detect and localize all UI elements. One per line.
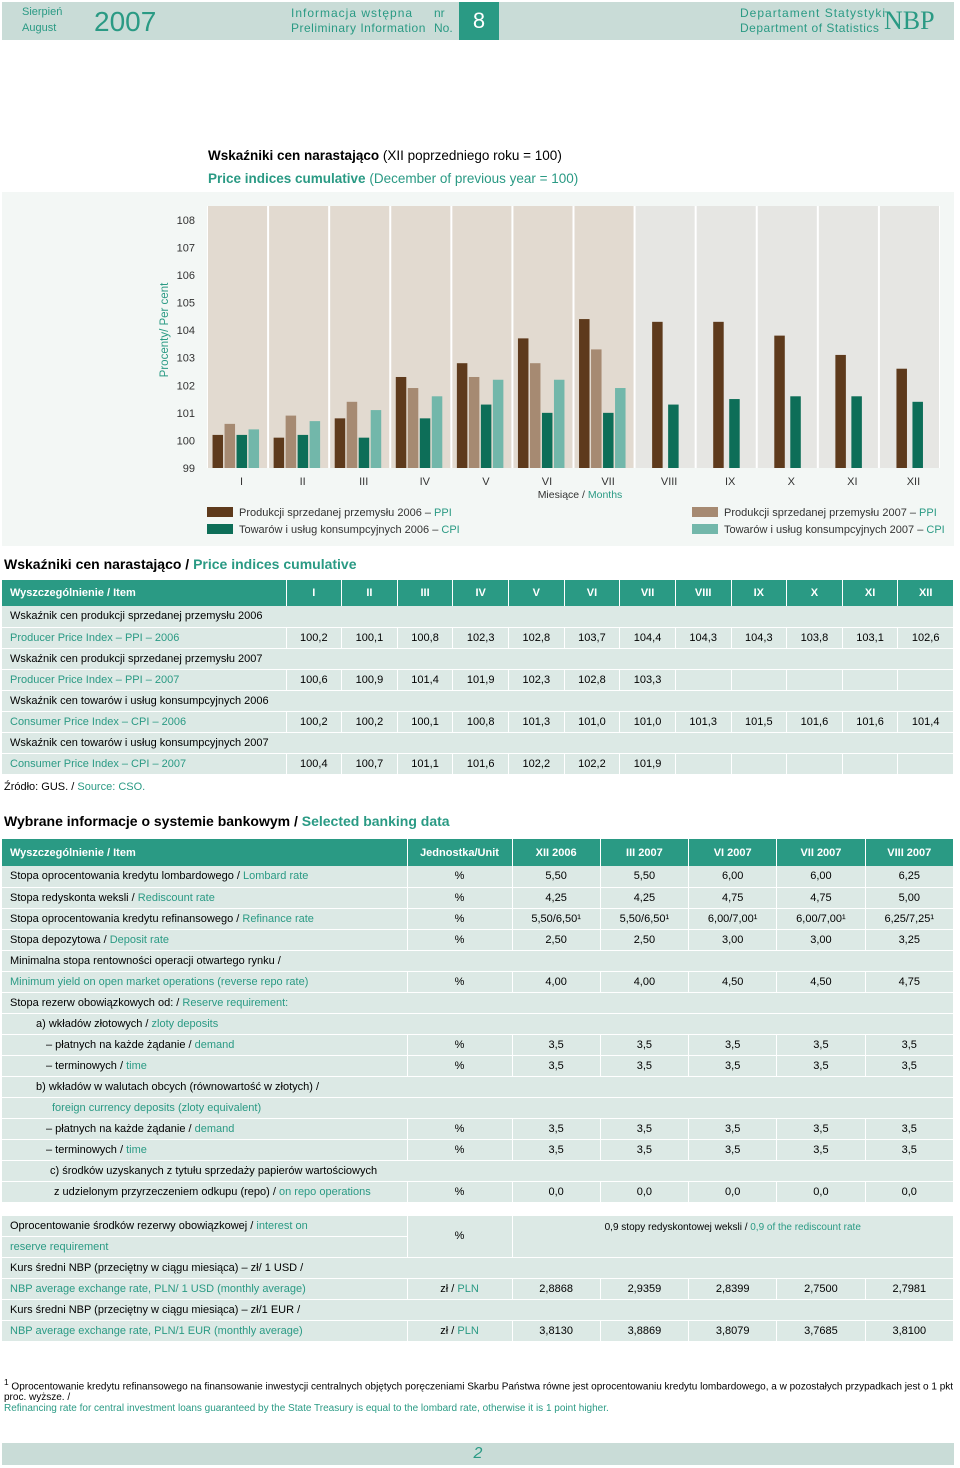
table-cell: 2,50 [512, 929, 600, 950]
table-cell: 2,8399 [689, 1278, 777, 1299]
y-axis-label: Procenty/ Per cent [159, 282, 171, 378]
table-cell: 4,25 [512, 887, 600, 908]
y-tick-label: 107 [176, 242, 195, 255]
unit-cell: % [407, 1181, 512, 1202]
table-cell: 102,2 [509, 753, 565, 774]
bar-VIII-s0 [652, 322, 663, 468]
plot-column [208, 206, 267, 468]
col-month: XII [898, 580, 954, 606]
page-number: 2 [2, 1443, 954, 1465]
legend-label: Towarów i usług konsumpcyjnych 2007 – CPI [724, 524, 945, 536]
table-cell: 102,2 [564, 753, 620, 774]
x-tick-label: I [240, 476, 244, 488]
table-cell [842, 753, 898, 774]
table-cell: 103,3 [620, 669, 676, 690]
table-cell [898, 753, 954, 774]
unit-cell: % [407, 1055, 512, 1076]
row-label-pl: Oprocentowanie środków rezerwy obowiązkowej / interest on [2, 1215, 407, 1236]
bar-I-s2 [237, 435, 248, 468]
table-cell: 2,7500 [777, 1278, 865, 1299]
y-tick-label: 101 [176, 407, 195, 420]
footnote: $^1$ Oprocentowanie kredytu refinansowego na finansowanie inwestycji centralnych objętych poręczeniami Skarbu Państwa równe jest oprocentowaniu kredytu lombardowego, a w pozostałych przypadkach jest o 1 pkt proc. wyższe. / Refinancing rate for central investment loans guaranteed by the State Treasury is equal to the lombard rate, otherwise it is 1 point higher. [4, 1377, 954, 1415]
table-cell [731, 753, 787, 774]
col-month: IV [453, 580, 509, 606]
table-cell: 0,0 [777, 1181, 865, 1202]
table-cell: 5,50 [600, 866, 688, 887]
bar-V-s3 [493, 380, 504, 468]
unit-cell: % [407, 1118, 512, 1139]
unit-cell: % [407, 1139, 512, 1160]
row-label-pl: Wskaźnik cen produkcji sprzedanej przemysłu 2006 [2, 606, 954, 627]
chart-title-pl: Wskaźniki cen narastająco (XII poprzedniego roku = 100) [208, 148, 562, 163]
nr-en: No. [434, 21, 453, 35]
info-pl: Informacja wstępna [291, 6, 414, 20]
y-tick-label: 106 [176, 269, 195, 282]
table-row [2, 1034, 954, 1055]
table-row [2, 1076, 954, 1097]
table-cell: 4,75 [689, 887, 777, 908]
price-table-title: Wskaźniki cen narastająco / Price indices cumulative [4, 556, 357, 572]
table-cell: 4,00 [512, 971, 600, 992]
bar-VII-s3 [615, 388, 626, 468]
row-label-en: Consumer Price Index – CPI – 2006 [2, 711, 286, 732]
x-tick-label: VII [601, 476, 615, 488]
plot-column [758, 206, 817, 468]
plot-column [636, 206, 695, 468]
table-row [2, 732, 954, 753]
table-cell: 3,5 [512, 1034, 600, 1055]
unit-cell: % [407, 887, 512, 908]
legend-swatch [692, 507, 718, 517]
issue-number: 8 [459, 2, 499, 40]
row-label-pl: Kurs średni NBP (przeciętny w ciągu miesiąca) – zł/ 1 USD / [2, 1257, 954, 1278]
y-tick-label: 103 [176, 352, 195, 365]
table-cell [787, 753, 843, 774]
price-index-table [2, 580, 954, 775]
dept-en: Department of Statistics [740, 21, 880, 35]
table-cell: 104,3 [731, 627, 787, 648]
price-index-chart [0, 0, 960, 560]
bar-III-s3 [371, 410, 382, 468]
bar-VII-s2 [603, 413, 614, 468]
col-month: III [397, 580, 453, 606]
table-row [2, 1257, 954, 1278]
nbp-logo: NBP [884, 6, 935, 35]
table-cell: 104,3 [675, 627, 731, 648]
table-row [2, 1118, 954, 1139]
banking-data-table [2, 839, 954, 1342]
bar-IV-s3 [432, 396, 443, 468]
x-tick-label: VI [541, 476, 553, 488]
table-cell: 3,5 [689, 1139, 777, 1160]
table-cell: 102,6 [898, 627, 954, 648]
table-cell [731, 669, 787, 690]
table-row [2, 1055, 954, 1076]
table-cell: 3,5 [512, 1139, 600, 1160]
bar-VIII-s2 [668, 405, 679, 468]
table-cell: 102,3 [453, 627, 509, 648]
table-row [2, 1097, 954, 1118]
col-month: XI [842, 580, 898, 606]
table-cell: 103,1 [842, 627, 898, 648]
dept-pl: Departament Statystyki [740, 6, 887, 20]
info-en: Preliminary Information [291, 21, 426, 35]
table-cell: 100,2 [286, 627, 342, 648]
table-cell: 3,5 [865, 1034, 953, 1055]
bar-VII-s0 [579, 319, 590, 468]
y-tick-label: 108 [176, 214, 195, 227]
bar-VI-s3 [554, 380, 565, 468]
table-row [2, 690, 954, 711]
table-cell: 3,8100 [865, 1320, 953, 1341]
table-cell: 100,2 [286, 711, 342, 732]
table-cell: 6,25/7,25¹ [865, 908, 953, 929]
col-period: XII 2006 [512, 839, 600, 866]
row-label-en: Minimum yield on open market operations (reverse repo rate) [2, 971, 407, 992]
table-cell: 101,1 [397, 753, 453, 774]
table-cell: 0,0 [689, 1181, 777, 1202]
table-cell: 3,5 [600, 1034, 688, 1055]
bar-XI-s2 [851, 396, 862, 468]
x-tick-label: IX [725, 476, 736, 488]
col-period: VIII 2007 [865, 839, 953, 866]
col-period: III 2007 [600, 839, 688, 866]
y-tick-label: 99 [182, 463, 195, 475]
col-period: VII 2007 [777, 839, 865, 866]
table-row [2, 866, 954, 887]
bar-X-s2 [790, 396, 801, 468]
table-cell: 5,50/6,50¹ [512, 908, 600, 929]
table-cell: 100,2 [342, 711, 398, 732]
legend-swatch [692, 524, 718, 534]
col-month: IX [731, 580, 787, 606]
x-axis-label: Miesiące / Months [537, 489, 623, 501]
table-cell: 3,5 [865, 1118, 953, 1139]
table-cell: 101,0 [620, 711, 676, 732]
table-cell: 6,00 [689, 866, 777, 887]
bar-X-s0 [774, 336, 785, 468]
col-month: X [787, 580, 843, 606]
table-cell: 100,1 [342, 627, 398, 648]
x-tick-label: XII [906, 476, 921, 488]
row-label: Stopa depozytowa / Deposit rate [2, 929, 407, 950]
col-month: VIII [675, 580, 731, 606]
bar-V-s2 [481, 405, 492, 468]
table-cell: 104,4 [620, 627, 676, 648]
table-cell: 102,8 [564, 669, 620, 690]
table-cell: 0,0 [512, 1181, 600, 1202]
bar-VI-s2 [542, 413, 553, 468]
table-cell: 5,50 [512, 866, 600, 887]
table-cell: 100,7 [342, 753, 398, 774]
table-row [2, 1139, 954, 1160]
unit-cell: % [407, 971, 512, 992]
table-cell: 100,9 [342, 669, 398, 690]
y-tick-label: 100 [176, 435, 195, 448]
row-label-pl: b) wkładów w walutach obcych (równowartość w złotych) / [2, 1076, 954, 1097]
plot-column [880, 206, 939, 468]
row-label-en: NBP average exchange rate, PLN/1 EUR (monthly average) [2, 1320, 407, 1341]
row-label-pl: c) środków uzyskanych z tytułu sprzedaży papierów wartościowych [2, 1160, 954, 1181]
unit-cell: zł / PLN [407, 1278, 512, 1299]
row-label: Stopa redyskonta weksli / Rediscount rate [2, 887, 407, 908]
bar-IV-s2 [420, 418, 431, 468]
table-cell: 3,5 [777, 1118, 865, 1139]
row-label-en: reserve requirement [2, 1236, 407, 1257]
table-cell: 2,8868 [512, 1278, 600, 1299]
row-label-en: NBP average exchange rate, PLN/ 1 USD (monthly average) [2, 1278, 407, 1299]
table-cell: 100,8 [397, 627, 453, 648]
bar-I-s3 [249, 429, 260, 468]
table-cell: 101,3 [675, 711, 731, 732]
bar-II-s1 [286, 416, 297, 468]
col-month: VI [564, 580, 620, 606]
table-cell: 101,3 [509, 711, 565, 732]
table-cell: 4,50 [777, 971, 865, 992]
bar-VII-s1 [591, 349, 602, 468]
table-cell: 3,8079 [689, 1320, 777, 1341]
bar-VI-s1 [530, 363, 541, 468]
nr-pl: nr [434, 6, 445, 20]
note-cell: 0,9 stopy redyskontowej weksli / 0,9 of the rediscount rate [512, 1215, 954, 1257]
row-label: – terminowych / time [2, 1055, 407, 1076]
table-cell: 3,5 [600, 1055, 688, 1076]
table-row [2, 1320, 954, 1341]
table-cell: 3,5 [689, 1055, 777, 1076]
col-month: I [286, 580, 342, 606]
bar-II-s0 [274, 438, 285, 468]
table-cell: 100,6 [286, 669, 342, 690]
bar-XII-s2 [912, 402, 923, 468]
table-row [2, 1278, 954, 1299]
table-cell: 4,00 [600, 971, 688, 992]
table-row [2, 1299, 954, 1320]
table-cell: 101,4 [898, 711, 954, 732]
table-row [2, 1215, 954, 1236]
table-cell: 6,00/7,00¹ [689, 908, 777, 929]
table-cell: 4,25 [600, 887, 688, 908]
legend-swatch [207, 524, 233, 534]
table-row [2, 929, 954, 950]
row-label-pl: Minimalna stopa rentowności operacji otwartego rynku / [2, 950, 954, 971]
table-cell: 3,5 [512, 1055, 600, 1076]
table-cell: 100,1 [397, 711, 453, 732]
x-tick-label: VIII [660, 476, 678, 488]
table-cell: 3,8130 [512, 1320, 600, 1341]
table-row [2, 648, 954, 669]
row-label-en: foreign currency deposits (zloty equivalent) [2, 1097, 954, 1118]
x-tick-label: IV [419, 476, 430, 488]
table-cell: 3,8869 [600, 1320, 688, 1341]
table-cell: 3,5 [777, 1139, 865, 1160]
table-cell: 4,75 [777, 887, 865, 908]
unit-cell: % [407, 908, 512, 929]
row-label: a) wkładów złotowych / zloty deposits [2, 1013, 954, 1034]
table-cell: 4,50 [689, 971, 777, 992]
col-month: V [509, 580, 565, 606]
table-cell [898, 669, 954, 690]
col-item: Wyszczególnienie / Item [2, 839, 407, 866]
table-cell: 5,50/6,50¹ [600, 908, 688, 929]
bar-IV-s0 [396, 377, 407, 468]
year: 2007 [94, 6, 157, 37]
table-cell: 102,8 [509, 627, 565, 648]
bar-IX-s0 [713, 322, 724, 468]
col-unit: Jednostka/Unit [407, 839, 512, 866]
table-cell: 3,00 [689, 929, 777, 950]
row-label-en: z udzielonym przyrzeczeniem odkupu (repo) / on repo operations [2, 1181, 407, 1202]
x-tick-label: III [359, 476, 369, 488]
row-label: – terminowych / time [2, 1139, 407, 1160]
table-row [2, 992, 954, 1013]
row-label-pl: Kurs średni NBP (przeciętny w ciągu miesiąca) – zł/1 EUR / [2, 1299, 954, 1320]
table-cell [675, 669, 731, 690]
col-month: VII [620, 580, 676, 606]
row-label-en: Producer Price Index – PPI – 2007 [2, 669, 286, 690]
legend-label: Produkcji sprzedanej przemysłu 2007 – PPI [724, 507, 937, 519]
row-label-pl: Wskaźnik cen towarów i usług konsumpcyjnych 2006 [2, 690, 954, 711]
table-cell: 102,3 [509, 669, 565, 690]
row-label: Stopa oprocentowania kredytu refinansowego / Refinance rate [2, 908, 407, 929]
legend-label: Towarów i usług konsumpcyjnych 2006 – CPI [239, 524, 460, 536]
table-cell: 3,5 [689, 1034, 777, 1055]
table-cell: 0,0 [600, 1181, 688, 1202]
table-cell: 6,25 [865, 866, 953, 887]
legend-swatch [207, 507, 233, 517]
table-cell: 101,5 [731, 711, 787, 732]
table-cell: 6,00 [777, 866, 865, 887]
chart-title-en: Price indices cumulative (December of previous year = 100) [208, 171, 579, 186]
table-cell: 100,8 [453, 711, 509, 732]
table-cell: 100,4 [286, 753, 342, 774]
unit-cell: % [407, 1215, 512, 1257]
y-tick-label: 104 [176, 325, 195, 338]
table-cell: 2,9359 [600, 1278, 688, 1299]
row-label-pl: Wskaźnik cen produkcji sprzedanej przemysłu 2007 [2, 648, 954, 669]
table-row [2, 887, 954, 908]
table-row [2, 1013, 954, 1034]
col-period: VI 2007 [689, 839, 777, 866]
table-cell: 3,5 [777, 1055, 865, 1076]
table-cell: 5,00 [865, 887, 953, 908]
table-cell: 101,6 [453, 753, 509, 774]
table-cell: 103,8 [787, 627, 843, 648]
table-cell: 3,5 [777, 1034, 865, 1055]
table-cell: 0,0 [865, 1181, 953, 1202]
unit-cell: % [407, 929, 512, 950]
bar-III-s0 [335, 418, 346, 468]
row-label: – płatnych na każde żądanie / demand [2, 1118, 407, 1139]
row-label: Stopa oprocentowania kredytu lombardowego / Lombard rate [2, 866, 407, 887]
table-row [2, 908, 954, 929]
source-note: Źródło: GUS. / Source: CSO. [4, 781, 146, 793]
row-label-en: Consumer Price Index – CPI – 2007 [2, 753, 286, 774]
table-row [2, 669, 954, 690]
table-row [2, 711, 954, 732]
row-label: – płatnych na każde żądanie / demand [2, 1034, 407, 1055]
table-row [2, 971, 954, 992]
table-cell: 3,5 [600, 1118, 688, 1139]
table-cell: 101,6 [842, 711, 898, 732]
y-tick-label: 102 [176, 380, 195, 393]
bar-III-s2 [359, 438, 370, 468]
bar-XII-s0 [896, 369, 907, 468]
bar-V-s0 [457, 363, 468, 468]
month-pl: Sierpień [22, 6, 63, 18]
table-cell: 3,00 [777, 929, 865, 950]
table-cell: 101,6 [787, 711, 843, 732]
table-cell [842, 669, 898, 690]
table-cell: 3,5 [865, 1055, 953, 1076]
table-cell: 2,50 [600, 929, 688, 950]
x-tick-label: II [299, 476, 306, 488]
bar-IX-s2 [729, 399, 740, 468]
bar-VI-s0 [518, 338, 529, 468]
table-row [2, 606, 954, 627]
table-row [2, 950, 954, 971]
table-cell: 6,00/7,00¹ [777, 908, 865, 929]
table-cell: 101,9 [620, 753, 676, 774]
bar-XI-s0 [835, 355, 846, 468]
bar-I-s1 [225, 424, 236, 468]
table-cell: 3,5 [689, 1118, 777, 1139]
table-cell: 3,5 [865, 1139, 953, 1160]
bar-IV-s1 [408, 388, 419, 468]
bar-I-s0 [213, 435, 224, 468]
table-cell: 3,5 [512, 1118, 600, 1139]
legend-label: Produkcji sprzedanej przemysłu 2006 – PPI [239, 507, 452, 519]
col-item: Wyszczególnienie / Item [2, 580, 286, 606]
table-cell: 2,7981 [865, 1278, 953, 1299]
unit-cell: % [407, 1034, 512, 1055]
table-cell: 3,7685 [777, 1320, 865, 1341]
table-cell [675, 753, 731, 774]
row-label-en: Producer Price Index – PPI – 2006 [2, 627, 286, 648]
y-tick-label: 105 [176, 297, 195, 310]
x-tick-label: X [787, 476, 795, 488]
plot-column [697, 206, 756, 468]
month-en: August [22, 22, 57, 34]
table-cell: 3,5 [600, 1139, 688, 1160]
row-label: Stopa rezerw obowiązkowych od: / Reserve requirement: [2, 992, 954, 1013]
table-cell: 101,0 [564, 711, 620, 732]
table-cell: 4,75 [865, 971, 953, 992]
table-cell: 101,4 [397, 669, 453, 690]
col-month: II [342, 580, 398, 606]
table-row [2, 753, 954, 774]
table-row [2, 1181, 954, 1202]
unit-cell: zł / PLN [407, 1320, 512, 1341]
bar-V-s1 [469, 377, 480, 468]
table-row [2, 627, 954, 648]
unit-cell: % [407, 866, 512, 887]
table-cell: 3,25 [865, 929, 953, 950]
table-cell: 101,9 [453, 669, 509, 690]
table-row [2, 1160, 954, 1181]
x-tick-label: XI [847, 476, 858, 488]
bank-table-title: Wybrane informacje o systemie bankowym / Selected banking data [4, 813, 450, 829]
table-cell [787, 669, 843, 690]
row-label-pl: Wskaźnik cen towarów i usług konsumpcyjnych 2007 [2, 732, 954, 753]
x-tick-label: V [482, 476, 490, 488]
plot-column [819, 206, 878, 468]
bar-II-s2 [298, 435, 309, 468]
bar-II-s3 [310, 421, 321, 468]
bar-III-s1 [347, 402, 358, 468]
table-cell: 103,7 [564, 627, 620, 648]
